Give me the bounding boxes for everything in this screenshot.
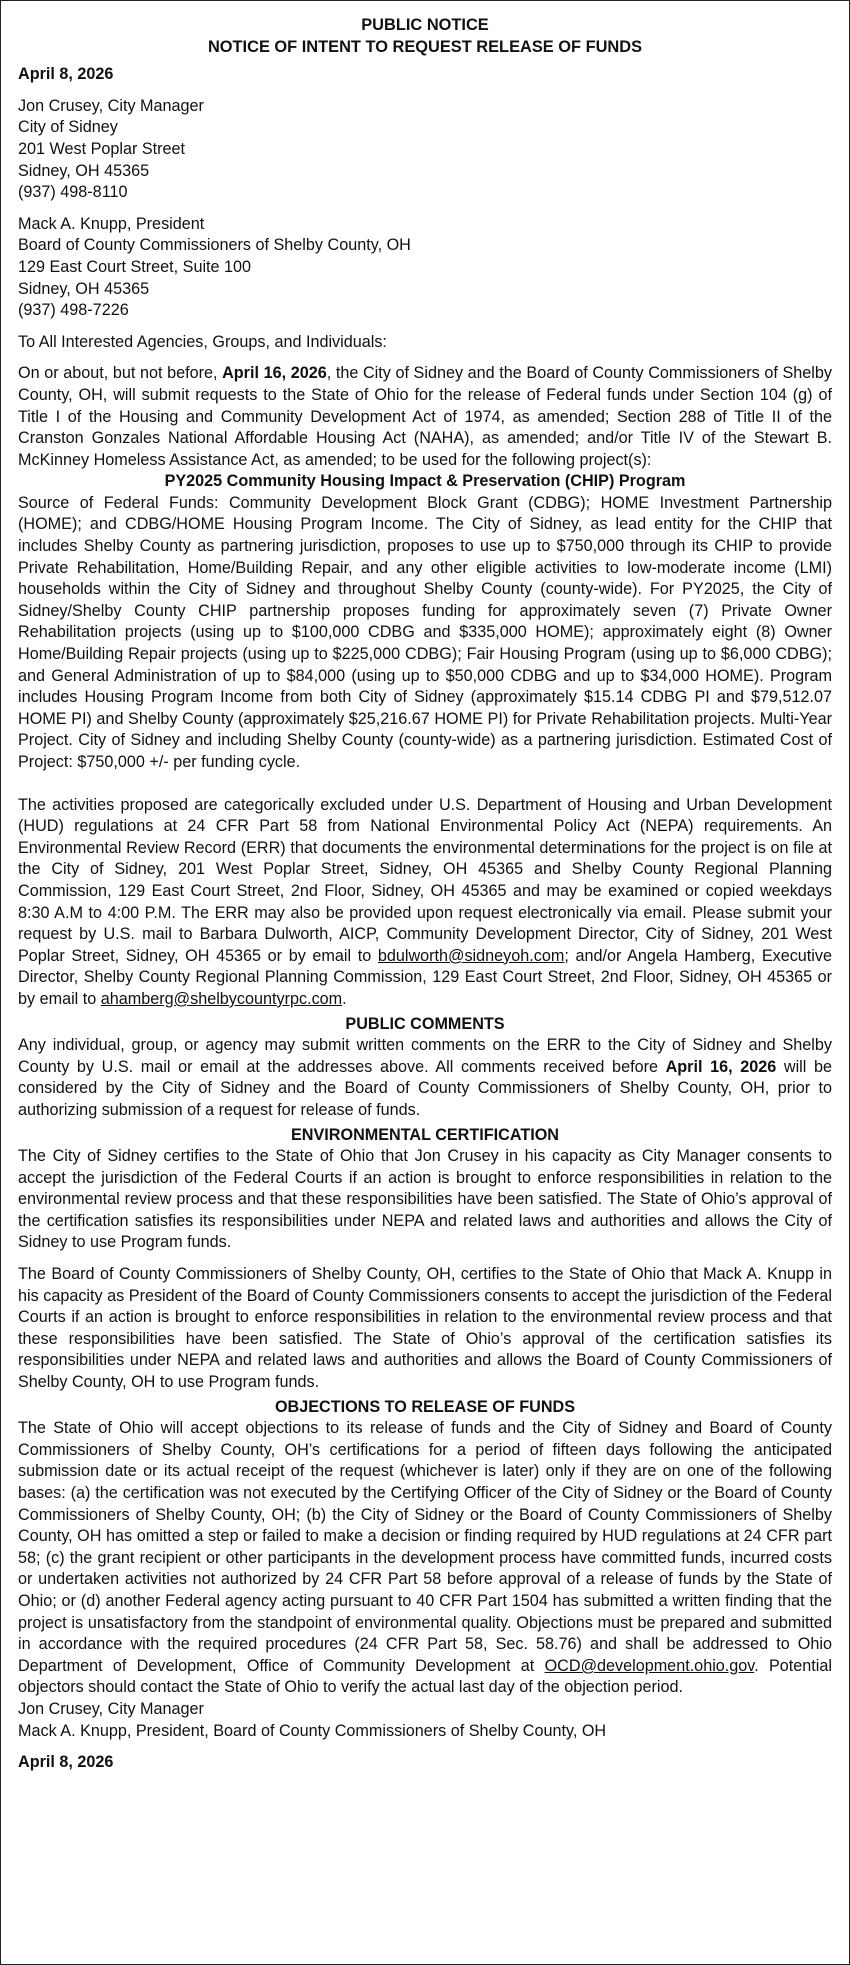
objections-paragraph: The State of Ohio will accept objections to its release of funds and the City of Sidney and Board of County Commissioners of Shelby County, OH’s certifications for a period of fifteen days following the anticipated submission date or its actual receipt of the request (whichever is later) only if they are on one of the following bases: (a) the certification was not executed by the Certifying Officer of the City of Sidney or the Board of County Commissioners of Shelby County, OH; (b) the City of Sidney or the Board of County Commissioners of Shelby County, OH has omitted a step or failed to make a decision or finding required by HUD regulations at 24 CFR part 58; (c) the grant recipient or other participants in the development process have committed funds, incurred costs or undertaken activities not authorized by 24 CFR Part 58 before approval of a release of funds by the State of Ohio; or (d) another Federal agency acting pursuant to 40 CFR Part 1504 has submitted a written finding that the project is unsatisfactory from the standpoint of environmental quality. Objections must be prepared and submitted in accordance with the required procedures (24 CFR Part 58, Sec. 58.76) and shall be addressed to Ohio Department of Development, Office of Community Development at OCD@development.ohio.gov. Potential objectors should contact the State of Ohio to verify the actual last day of the objection period. xyxy=(18,1419,832,1697)
program-description: Source of Federal Funds: Community Development Block Grant (CDBG); HOME Investment Partnership (HOME); and CDBG/HOME Housing Program Income. The City of Sidney, as lead entity for the CHIP that includes Shelby County as partnering jurisdiction, proposes to use up to $750,000 through its CHIP to provide Private Rehabilitation, Home/Building Repair, and any other eligible activities to low-moderate income (LMI) households within the City of Sidney and throughout Shelby County (county-wide). For PY2025, the City of Sidney/Shelby County CHIP partnership proposes funding for approximately seven (7) Private Owner Rehabilitation projects (using up to $100,000 CDBG and $335,000 HOME); approximately eight (8) Owner Home/Building Repair projects (using up to $225,000 CDBG); Fair Housing Program (using up to $6,000 CDBG); and General Administration of up to $84,000 (using up to $50,000 CDBG and up to $34,000 HOME). Program includes Housing Program Income from both City of Sidney (approximately $15.14 CDBG PI and $79,512.07 HOME PI) and Shelby County (approximately $25,216.67 HOME PI) for Private Rehabilitation projects. Multi-Year Project. City of Sidney and including Shelby County (county-wide) as a partnering jurisdiction. Estimated Cost of Project: $750,000 +/- per funding cycle. xyxy=(18,493,832,771)
contact-line: Jon Crusey, City Manager xyxy=(18,96,204,115)
contact-city-manager xyxy=(18,96,832,204)
signature-city-manager: Jon Crusey, City Manager xyxy=(18,1699,204,1718)
env-cert-city-paragraph: The City of Sidney certifies to the State of Ohio that Jon Crusey in his capacity as City Manager consents to accept the jurisdiction of the Federal Courts if an action is brought to enforce responsibilities in relation to the environmental review process and that these responsibilities have been satisfied. The State of Ohio’s approval of the certification satisfies its responsibilities under NEPA and related laws and authorities and allows the City of Sidney to use Program funds. xyxy=(18,1147,832,1252)
signature-board-president: Mack A. Knupp, President, Board of County Commissioners of Shelby County, OH xyxy=(18,1721,607,1740)
contact-line: (937) 498-7226 xyxy=(18,301,129,320)
notice-subtitle: NOTICE OF INTENT TO REQUEST RELEASE OF FUNDS xyxy=(207,37,643,56)
contact-line: 201 West Poplar Street xyxy=(18,139,186,158)
contact-line: Sidney, OH 45365 xyxy=(18,279,150,298)
public-comments-paragraph: Any individual, group, or agency may submit written comments on the ERR to the City of Sidney and Shelby County by U.S. mail or email at the addresses above. All comments received before April 16, 2026 will be considered by the City of Sidney and the Board of County Commissioners of Shelby County, OH, prior to authorizing submission of a request for release of funds. xyxy=(18,1036,832,1119)
public-comments-heading: PUBLIC COMMENTS xyxy=(345,1014,505,1033)
program-title: PY2025 Community Housing Impact & Preservation (CHIP) Program xyxy=(164,472,686,491)
contact-line: (937) 498-8110 xyxy=(18,183,128,202)
date-top: April 8, 2026 xyxy=(18,65,114,84)
contact-line: City of Sidney xyxy=(18,118,118,137)
objections-heading: OBJECTIONS TO RELEASE OF FUNDS xyxy=(274,1397,576,1416)
env-cert-county-paragraph: The Board of County Commissioners of Shelby County, OH, certifies to the State of Ohio that Mack A. Knupp in his capacity as President of the Board of County Commissioners consents to accept the jurisdiction of the Federal Courts if an action is brought to enforce responsibilities in relation to the environmental review process and that these responsibilities have been satisfied. The State of Ohio’s approval of the certification satisfies its responsibilities under NEPA and related laws and authorities and allows the Board of County Commissioners of Shelby County, OH to use Program funds. xyxy=(18,1265,832,1392)
salutation: To All Interested Agencies, Groups, and Individuals: xyxy=(18,332,387,351)
activities-paragraph: The activities proposed are categorically excluded under U.S. Department of Housing and Urban Development (HUD) regulations at 24 CFR Part 58 from National Environmental Policy Act (NEPA) requirements. An Environmental Review Record (ERR) that documents the environmental determinations for the project is on file at the City of Sidney, 201 West Poplar Street, Sidney, OH 45365 and Shelby County Regional Planning Commission, 129 East Court Street, 2nd Floor, Sidney, OH 45365 and may be examined or copied weekdays 8:30 A.M to 4:00 P.M. The ERR may also be provided upon request electronically via email. Please submit your request by U.S. mail to Barbara Dulworth, AICP, Community Development Director, City of Sidney, 201 West Poplar Street, Sidney, OH 45365 or by email to bdulworth@sidneyoh.com; and/or Angela Hamberg, Executive Director, Shelby County Regional Planning Commission, 129 East Court Street, 2nd Floor, Sidney, OH 45365 or by email to ahamberg@shelbycountyrpc.com. xyxy=(18,795,832,1008)
notice-title: PUBLIC NOTICE xyxy=(361,16,489,34)
contact-line: Mack A. Knupp, President xyxy=(18,214,205,233)
email-link-ahamberg[interactable]: ahamberg@shelbycountyrpc.com xyxy=(100,989,343,1008)
date-bottom: April 8, 2026 xyxy=(18,1753,114,1772)
email-link-bdulworth[interactable]: bdulworth@sidneyoh.com xyxy=(377,946,565,965)
contact-line: 129 East Court Street, Suite 100 xyxy=(18,257,252,276)
contact-line: Sidney, OH 45365 xyxy=(18,161,150,180)
intro-paragraph: On or about, but not before, April 16, 2026, the City of Sidney and the Board of County Commissioners of Shelby County, OH, will submit requests to the State of Ohio for the release of Federal funds under Section 104 (g) of Title I of the Housing and Community Development Act of 1974, as amended; Section 288 of Title II of the Cranston Gonzales National Affordable Housing Act (NAHA), as amended; and/or Title IV of the Stewart B. McKinney Homeless Assistance Act, as amended; to be used for the following project(s): xyxy=(18,364,832,469)
release-date: April 16, 2026 xyxy=(222,364,327,383)
email-link-ocd[interactable]: OCD@development.ohio.gov xyxy=(544,1656,755,1675)
contact-line: Board of County Commissioners of Shelby County, OH xyxy=(18,236,411,255)
comments-deadline: April 16, 2026 xyxy=(665,1057,777,1076)
env-cert-heading: ENVIRONMENTAL CERTIFICATION xyxy=(291,1125,559,1144)
contact-board-president xyxy=(18,214,832,322)
